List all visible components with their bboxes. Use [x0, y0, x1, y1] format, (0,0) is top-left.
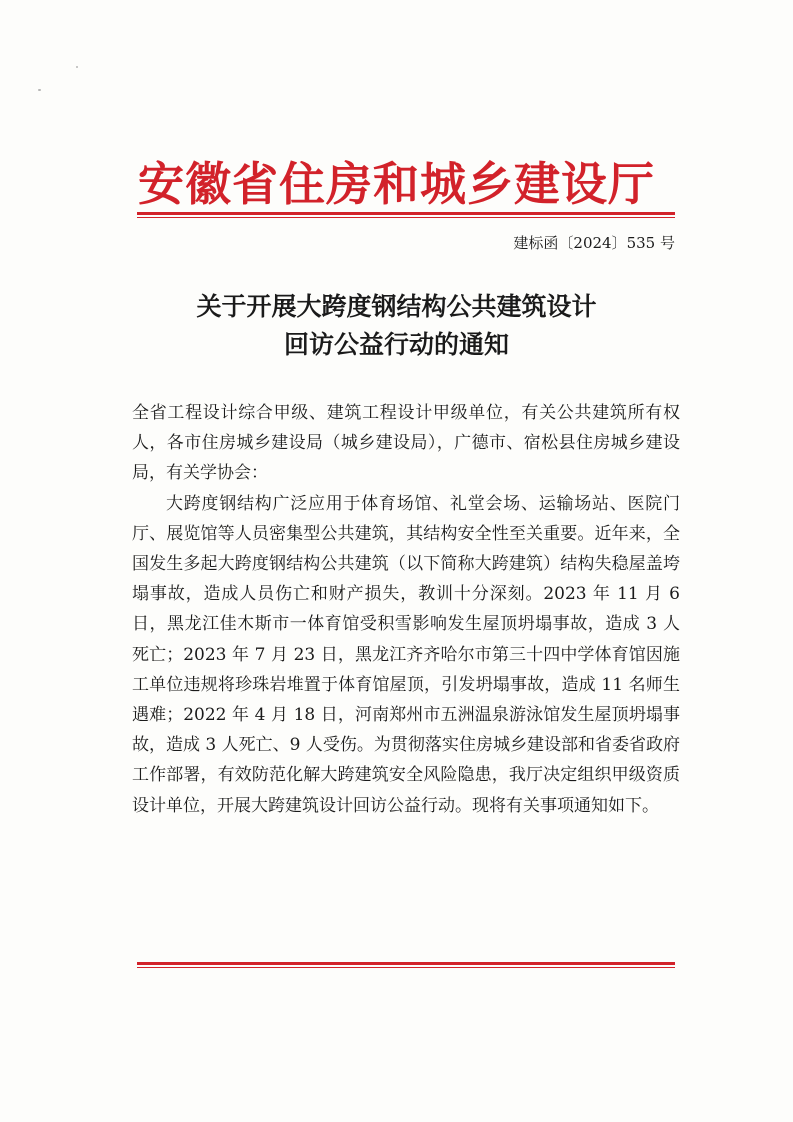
agency-letterhead: 安徽省住房和城乡建设厅: [138, 157, 655, 211]
notice-body: [132, 398, 680, 821]
body-paragraph: 大跨度钢结构广泛应用于体育场馆、礼堂会场、运输场站、医院门厅、展览馆等人员密集型公共建筑，其结构安全性至关重要。近年来，全国发生多起大跨度钢结构公共建筑（以下简称大跨建筑）结构失稳屋盖垮塌事故，造成人员伤亡和财产损失，教训十分深刻。2023 年 11 月 6 日，黑龙江佳木斯市一体育馆受积雪影响发生屋顶坍塌事故，造成 3 人死亡；2023 年 7 月 23 日，黑龙江齐齐哈尔市第三十四中学体育馆因施工单位违规将珍珠岩堆置于体育馆屋顶，引发坍塌事故，造成 11 名师生遇难；2022 年 4 月 18 日，河南郑州市五洲温泉游泳馆发生屋顶坍塌事故，造成 3 人死亡、9 人受伤。为贯彻落实住房城乡建设部和省委省政府工作部署，有效防范化解大跨建筑安全风险隐患，我厅决定组织甲级资质设计单位，开展大跨建筑设计回访公益行动。现将有关事项通知如下。: [132, 493, 680, 816]
salutation: 全省工程设计综合甲级、建筑工程设计甲级单位，有关公共建筑所有权人，各市住房城乡建设局（城乡建设局），广德市、宿松县住房城乡建设局，有关学协会：: [132, 403, 680, 484]
letterhead-rule-bottom: [137, 962, 675, 968]
scan-speck: [76, 66, 78, 68]
notice-title-line-2: 回访公益行动的通知: [283, 330, 509, 359]
letterhead-rule-top: [137, 212, 675, 218]
notice-title: [0, 288, 793, 364]
notice-title-line-1: 关于开展大跨度钢结构公共建筑设计: [196, 292, 597, 321]
document-number: 建标函〔2024〕535 号: [513, 234, 675, 252]
scan-speck: [38, 89, 41, 91]
